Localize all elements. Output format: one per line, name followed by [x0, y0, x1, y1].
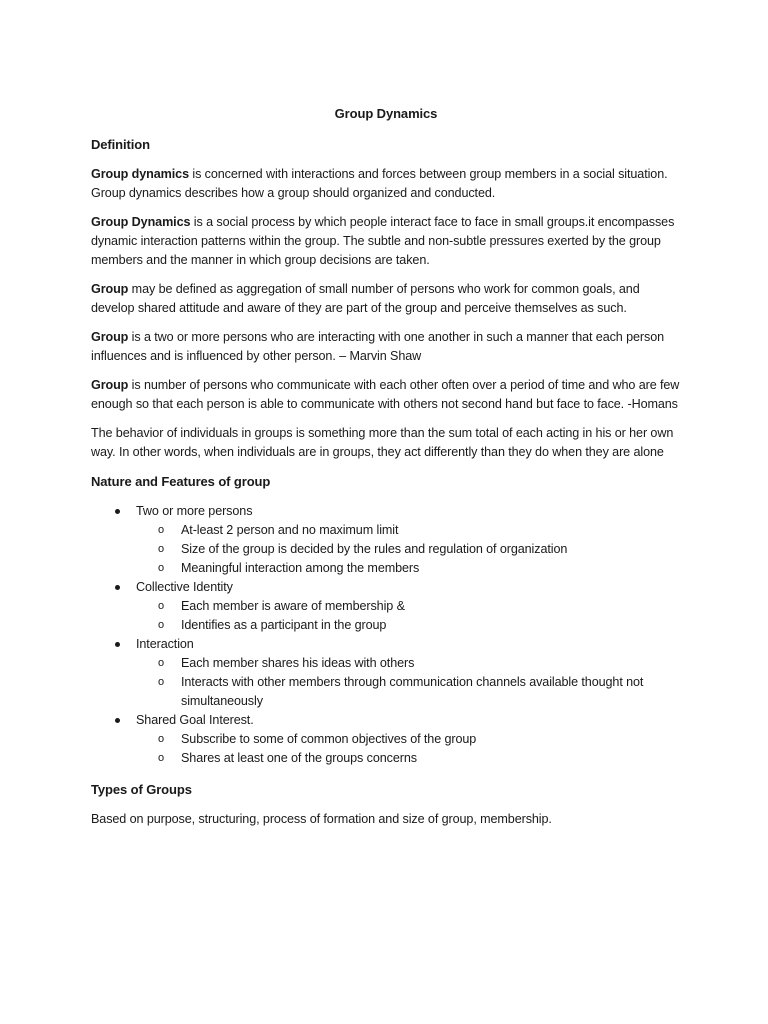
circle-bullet-icon: o	[158, 543, 165, 555]
paragraph-term: Group	[91, 282, 129, 296]
circle-bullet-icon: o	[158, 733, 165, 745]
sub-list-item	[91, 616, 681, 635]
circle-bullet-icon: o	[158, 524, 165, 536]
bullet-icon	[115, 642, 120, 647]
paragraph	[91, 280, 681, 318]
sub-item-text: Identifies as a participant in the group	[181, 618, 387, 632]
feature-label: Collective Identity	[136, 580, 233, 594]
types-paragraph: Based on purpose, structuring, process of formation and size of group, membership.	[91, 812, 552, 826]
sub-item-text: Subscribe to some of common objectives of the group	[181, 732, 477, 746]
circle-bullet-icon: o	[158, 619, 165, 631]
sub-item-text: Meaningful interaction among the members	[181, 561, 420, 575]
document-body	[91, 104, 681, 839]
paragraph-text: is a social process by which people interact face to face in small groups.it encompasses dynamic interaction patterns within the group. The subtle and non-subtle pressures exerted by the group members and the manner in which group decisions are taken.	[91, 215, 675, 267]
paragraph	[91, 376, 681, 414]
circle-bullet-icon: o	[158, 562, 165, 574]
sub-item-text: Shares at least one of the groups concerns	[181, 751, 417, 765]
feature-label: Shared Goal Interest.	[136, 713, 254, 727]
list-item	[91, 578, 681, 635]
sub-item-text: Each member shares his ideas with others	[181, 656, 415, 670]
bullet-icon	[115, 509, 120, 514]
sub-list	[136, 654, 681, 711]
circle-bullet-icon: o	[158, 600, 165, 612]
paragraph-text: is number of persons who communicate with each other often over a period of time and who are few enough so that each person is able to communicate with others not second hand but face to face. -Homans	[91, 378, 680, 411]
sub-list	[136, 521, 681, 578]
sub-item-text: Size of the group is decided by the rules and regulation of organization	[181, 542, 568, 556]
sub-list-item	[91, 730, 681, 749]
paragraph	[91, 328, 681, 366]
paragraph-text: The behavior of individuals in groups is something more than the sum total of each acting in his or her own way. In other words, when individuals are in groups, they act differently than they do when they are alone	[91, 426, 674, 459]
paragraph-text: is a two or more persons who are interacting with one another in such a manner that each person influences and is influenced by other person. – Marvin Shaw	[91, 330, 665, 363]
sub-list-item	[91, 559, 681, 578]
sub-list-item	[91, 540, 681, 559]
paragraph-text: may be defined as aggregation of small number of persons who work for common goals, and develop shared attitude and aware of they are part of the group and perceive themselves as such.	[91, 282, 640, 315]
bullet-icon	[115, 585, 120, 590]
paragraph	[91, 213, 681, 270]
list-item	[91, 502, 681, 578]
sub-list	[136, 730, 681, 768]
circle-bullet-icon: o	[158, 676, 165, 688]
sub-list-item	[91, 597, 681, 616]
types-heading: Types of Groups	[91, 782, 192, 797]
circle-bullet-icon: o	[158, 657, 165, 669]
sub-item-text: Interacts with other members through communication channels available thought not simultaneously	[181, 675, 644, 708]
definition-heading: Definition	[91, 137, 150, 152]
sub-item-text: Each member is aware of membership &	[181, 599, 405, 613]
feature-label: Interaction	[136, 637, 194, 651]
circle-bullet-icon: o	[158, 752, 165, 764]
paragraph	[91, 424, 681, 462]
features-list	[91, 502, 681, 768]
bullet-icon	[115, 718, 120, 723]
list-item	[91, 635, 681, 711]
paragraph	[91, 165, 681, 203]
sub-item-text: At-least 2 person and no maximum limit	[181, 523, 399, 537]
paragraph-term: Group Dynamics	[91, 215, 191, 229]
feature-label: Two or more persons	[136, 504, 253, 518]
paragraph-term: Group dynamics	[91, 167, 189, 181]
sub-list-item	[91, 749, 681, 768]
document-title: Group Dynamics	[334, 106, 438, 121]
paragraph-text: is concerned with interactions and forces between group members in a social situation. Group dynamics describes how a group should organized and conducted.	[91, 167, 668, 200]
nature-heading: Nature and Features of group	[91, 474, 271, 489]
paragraph-term: Group	[91, 330, 129, 344]
sub-list-item	[91, 521, 681, 540]
sub-list	[136, 597, 681, 635]
paragraph-term: Group	[91, 378, 129, 392]
sub-list-item	[91, 673, 681, 711]
list-item	[91, 711, 681, 768]
sub-list-item	[91, 654, 681, 673]
